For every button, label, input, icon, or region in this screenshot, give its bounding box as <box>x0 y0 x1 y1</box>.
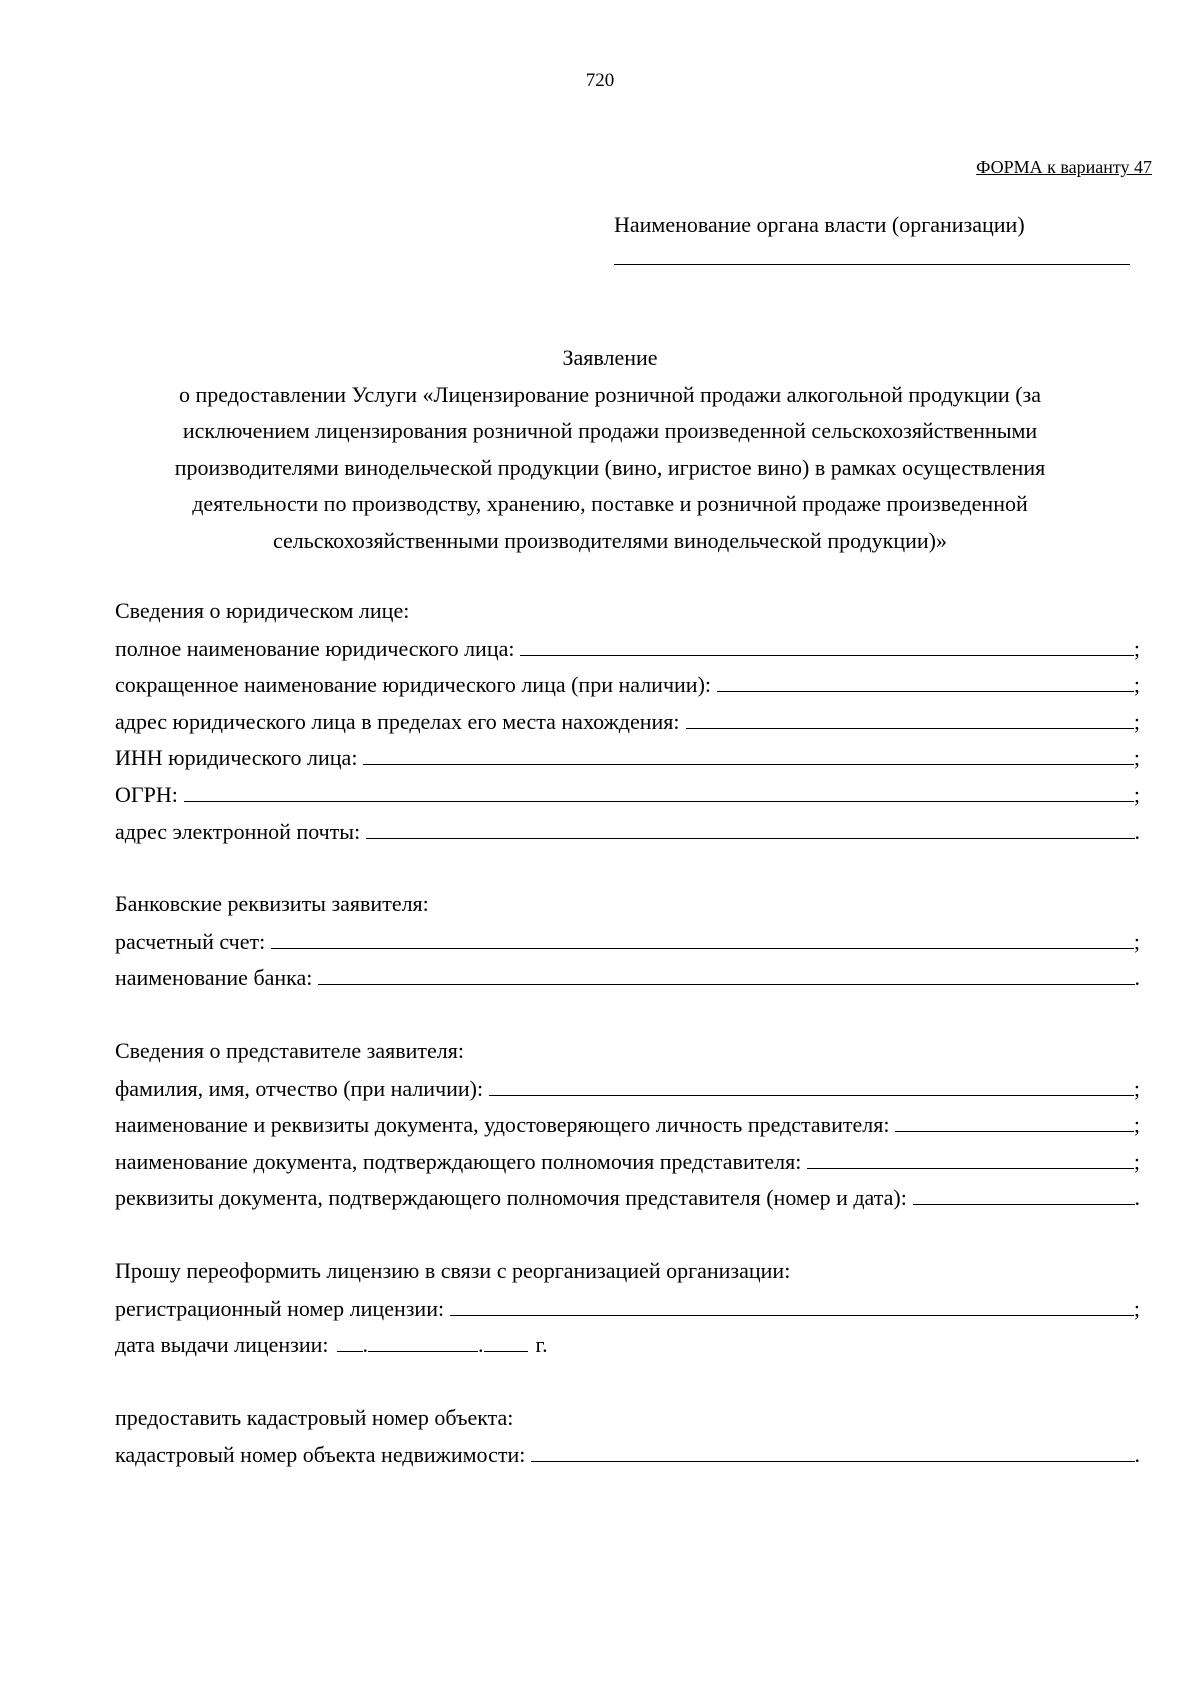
bank-heading: Банковские реквизиты заявителя: <box>115 891 429 917</box>
ogrn-input-line[interactable] <box>184 781 1134 802</box>
authority-label: Наименование органа власти (организации) <box>614 212 1025 237</box>
title-line: сельскохозяйственными производителями винодельческой продукции)» <box>273 527 947 553</box>
legal-entity-heading: Сведения о юридическом лице: <box>115 598 410 623</box>
short-name-field: сокращенное наименование юридического лица (при наличии): ; <box>115 672 1140 698</box>
representative-heading: Сведения о представителе заявителя: <box>115 1037 464 1063</box>
license-number-input-line[interactable] <box>450 1295 1134 1316</box>
email-field: адрес электронной почты: . <box>115 818 1140 844</box>
rep-fullname-field: фамилия, имя, отчество (при наличии): ; <box>115 1075 1140 1101</box>
account-field: расчетный счет: ; <box>115 928 1140 954</box>
application-title <box>130 340 1090 559</box>
license-date-year[interactable] <box>484 1331 528 1352</box>
email-input-line[interactable] <box>366 818 1134 839</box>
title-line: производителями винодельческой продукции (вино, игристое вино) в рамках осуществления <box>174 454 1046 480</box>
bank-name-input-line[interactable] <box>318 964 1134 985</box>
title-line: исключением лицензирования розничной продажи произведенной сельскохозяйственными <box>182 418 1038 443</box>
form-variant-label: ФОРМА к варианту 47 <box>976 157 1152 177</box>
full-name-field: полное наименование юридического лица: ; <box>115 635 1140 661</box>
rep-authority-doc-field: наименование документа, подтверждающего полномочия представителя: ; <box>115 1148 1140 1174</box>
short-name-input-line[interactable] <box>717 671 1134 692</box>
rep-authority-details-field: реквизиты документа, подтверждающего полномочия представителя (номер и дата): . <box>115 1185 1140 1211</box>
account-input-line[interactable] <box>271 928 1134 949</box>
rep-authority-details-input-line[interactable] <box>913 1184 1135 1205</box>
license-number-field: регистрационный номер лицензии: ; <box>115 1295 1140 1321</box>
cadastral-number-input-line[interactable] <box>531 1441 1134 1462</box>
license-date-day[interactable] <box>337 1331 363 1352</box>
license-date-month[interactable] <box>368 1331 478 1352</box>
address-input-line[interactable] <box>686 708 1134 729</box>
inn-input-line[interactable] <box>363 744 1133 765</box>
title-line: о предоставлении Услуги «Лицензирование розничной продажи алкогольной продукции (за <box>179 381 1041 407</box>
title-heading: Заявление <box>562 345 658 370</box>
page-number: 720 <box>585 70 615 91</box>
ogrn-field: ОГРН: ; <box>115 781 1140 807</box>
title-line: деятельности по производству, хранению, поставке и розничной продаже произведенной <box>192 491 1028 516</box>
rep-id-document-input-line[interactable] <box>895 1111 1133 1132</box>
cadastral-heading: предоставить кадастровый номер объекта: <box>115 1404 514 1430</box>
license-date-field: дата выдачи лицензии: . . г. <box>115 1332 548 1358</box>
reissue-heading: Прошу переоформить лицензию в связи с реорганизацией организации: <box>115 1257 791 1283</box>
authority-input-line[interactable] <box>614 264 1130 265</box>
form-body <box>115 598 1140 1478</box>
bank-name-field: наименование банка: . <box>115 965 1140 991</box>
cadastral-number-field: кадастровый номер объекта недвижимости: . <box>115 1442 1140 1468</box>
rep-id-document-field: наименование и реквизиты документа, удостоверяющего личность представителя: ; <box>115 1112 1140 1138</box>
address-field: адрес юридического лица в пределах его места нахождения: ; <box>115 708 1140 734</box>
full-name-input-line[interactable] <box>520 635 1133 656</box>
inn-field: ИНН юридического лица: ; <box>115 745 1140 771</box>
rep-fullname-input-line[interactable] <box>489 1075 1134 1096</box>
rep-authority-doc-input-line[interactable] <box>807 1148 1134 1169</box>
